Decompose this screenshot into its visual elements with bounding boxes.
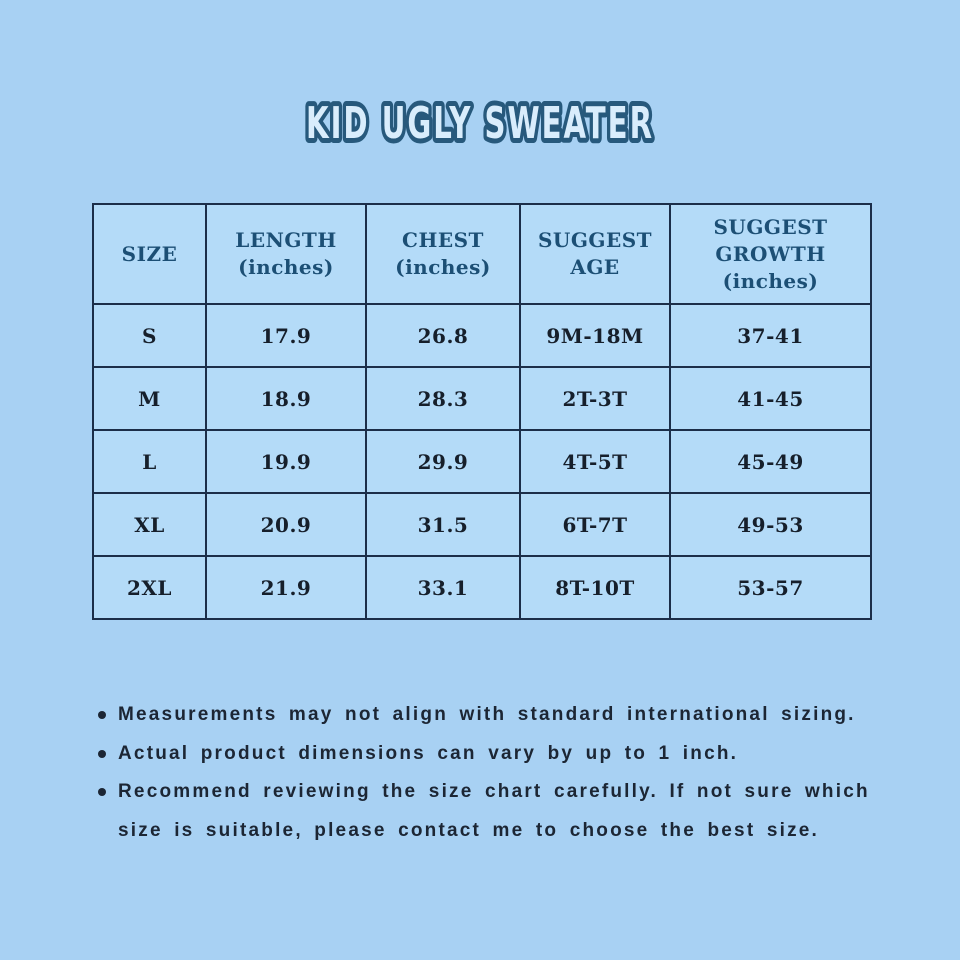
title-banner (0, 76, 960, 176)
table-cell: 31.5 (366, 493, 520, 556)
table-row (93, 367, 871, 430)
table-cell: L (93, 430, 206, 493)
table-cell: S (93, 304, 206, 367)
table-cell: 2T-3T (520, 367, 670, 430)
note-text: Actual product dimensions can vary by up to 1 inch. (118, 742, 739, 764)
table-cell: XL (93, 493, 206, 556)
table-cell: 18.9 (206, 367, 366, 430)
table-cell: 6T-7T (520, 493, 670, 556)
note-text: Recommend reviewing the size chart carefully. If not sure which size is suitable, please contact me to choose the best size. (118, 781, 870, 841)
table-cell: 33.1 (366, 556, 520, 619)
column-header: LENGTH (inches) (206, 204, 366, 304)
column-header: SUGGEST GROWTH (inches) (670, 204, 871, 304)
table-cell: 37-41 (670, 304, 871, 367)
table-cell: 41-45 (670, 367, 871, 430)
table-row (93, 493, 871, 556)
notes-list (98, 696, 898, 850)
bullet-dot-icon (98, 750, 106, 758)
table-header-row (93, 204, 871, 304)
note-text: Measurements may not align with standard international sizing. (118, 704, 856, 725)
page-title: KID UGLY SWEATER (306, 98, 654, 149)
note-item (98, 696, 898, 735)
table-cell: 28.3 (366, 367, 520, 430)
table-cell: 49-53 (670, 493, 871, 556)
note-item (98, 735, 898, 774)
table-body (93, 304, 871, 619)
size-chart (92, 203, 870, 620)
table-cell: 19.9 (206, 430, 366, 493)
table-cell: 53-57 (670, 556, 871, 619)
table-cell: 8T-10T (520, 556, 670, 619)
column-header: SIZE (93, 204, 206, 304)
table-cell: 9M-18M (520, 304, 670, 367)
column-header: CHEST (inches) (366, 204, 520, 304)
table-cell: 21.9 (206, 556, 366, 619)
title-bubble-text-svg (0, 76, 960, 176)
table-cell: 20.9 (206, 493, 366, 556)
table-cell: 17.9 (206, 304, 366, 367)
table-cell: M (93, 367, 206, 430)
bullet-dot-icon (98, 711, 106, 719)
table-cell: 29.9 (366, 430, 520, 493)
table-row (93, 556, 871, 619)
note-item (98, 773, 898, 850)
column-header: SUGGEST AGE (520, 204, 670, 304)
table-cell: 4T-5T (520, 430, 670, 493)
table-cell: 45-49 (670, 430, 871, 493)
table-cell: 26.8 (366, 304, 520, 367)
size-table (92, 203, 872, 620)
table-row (93, 430, 871, 493)
table-cell: 2XL (93, 556, 206, 619)
bullet-dot-icon (98, 788, 106, 796)
table-row (93, 304, 871, 367)
